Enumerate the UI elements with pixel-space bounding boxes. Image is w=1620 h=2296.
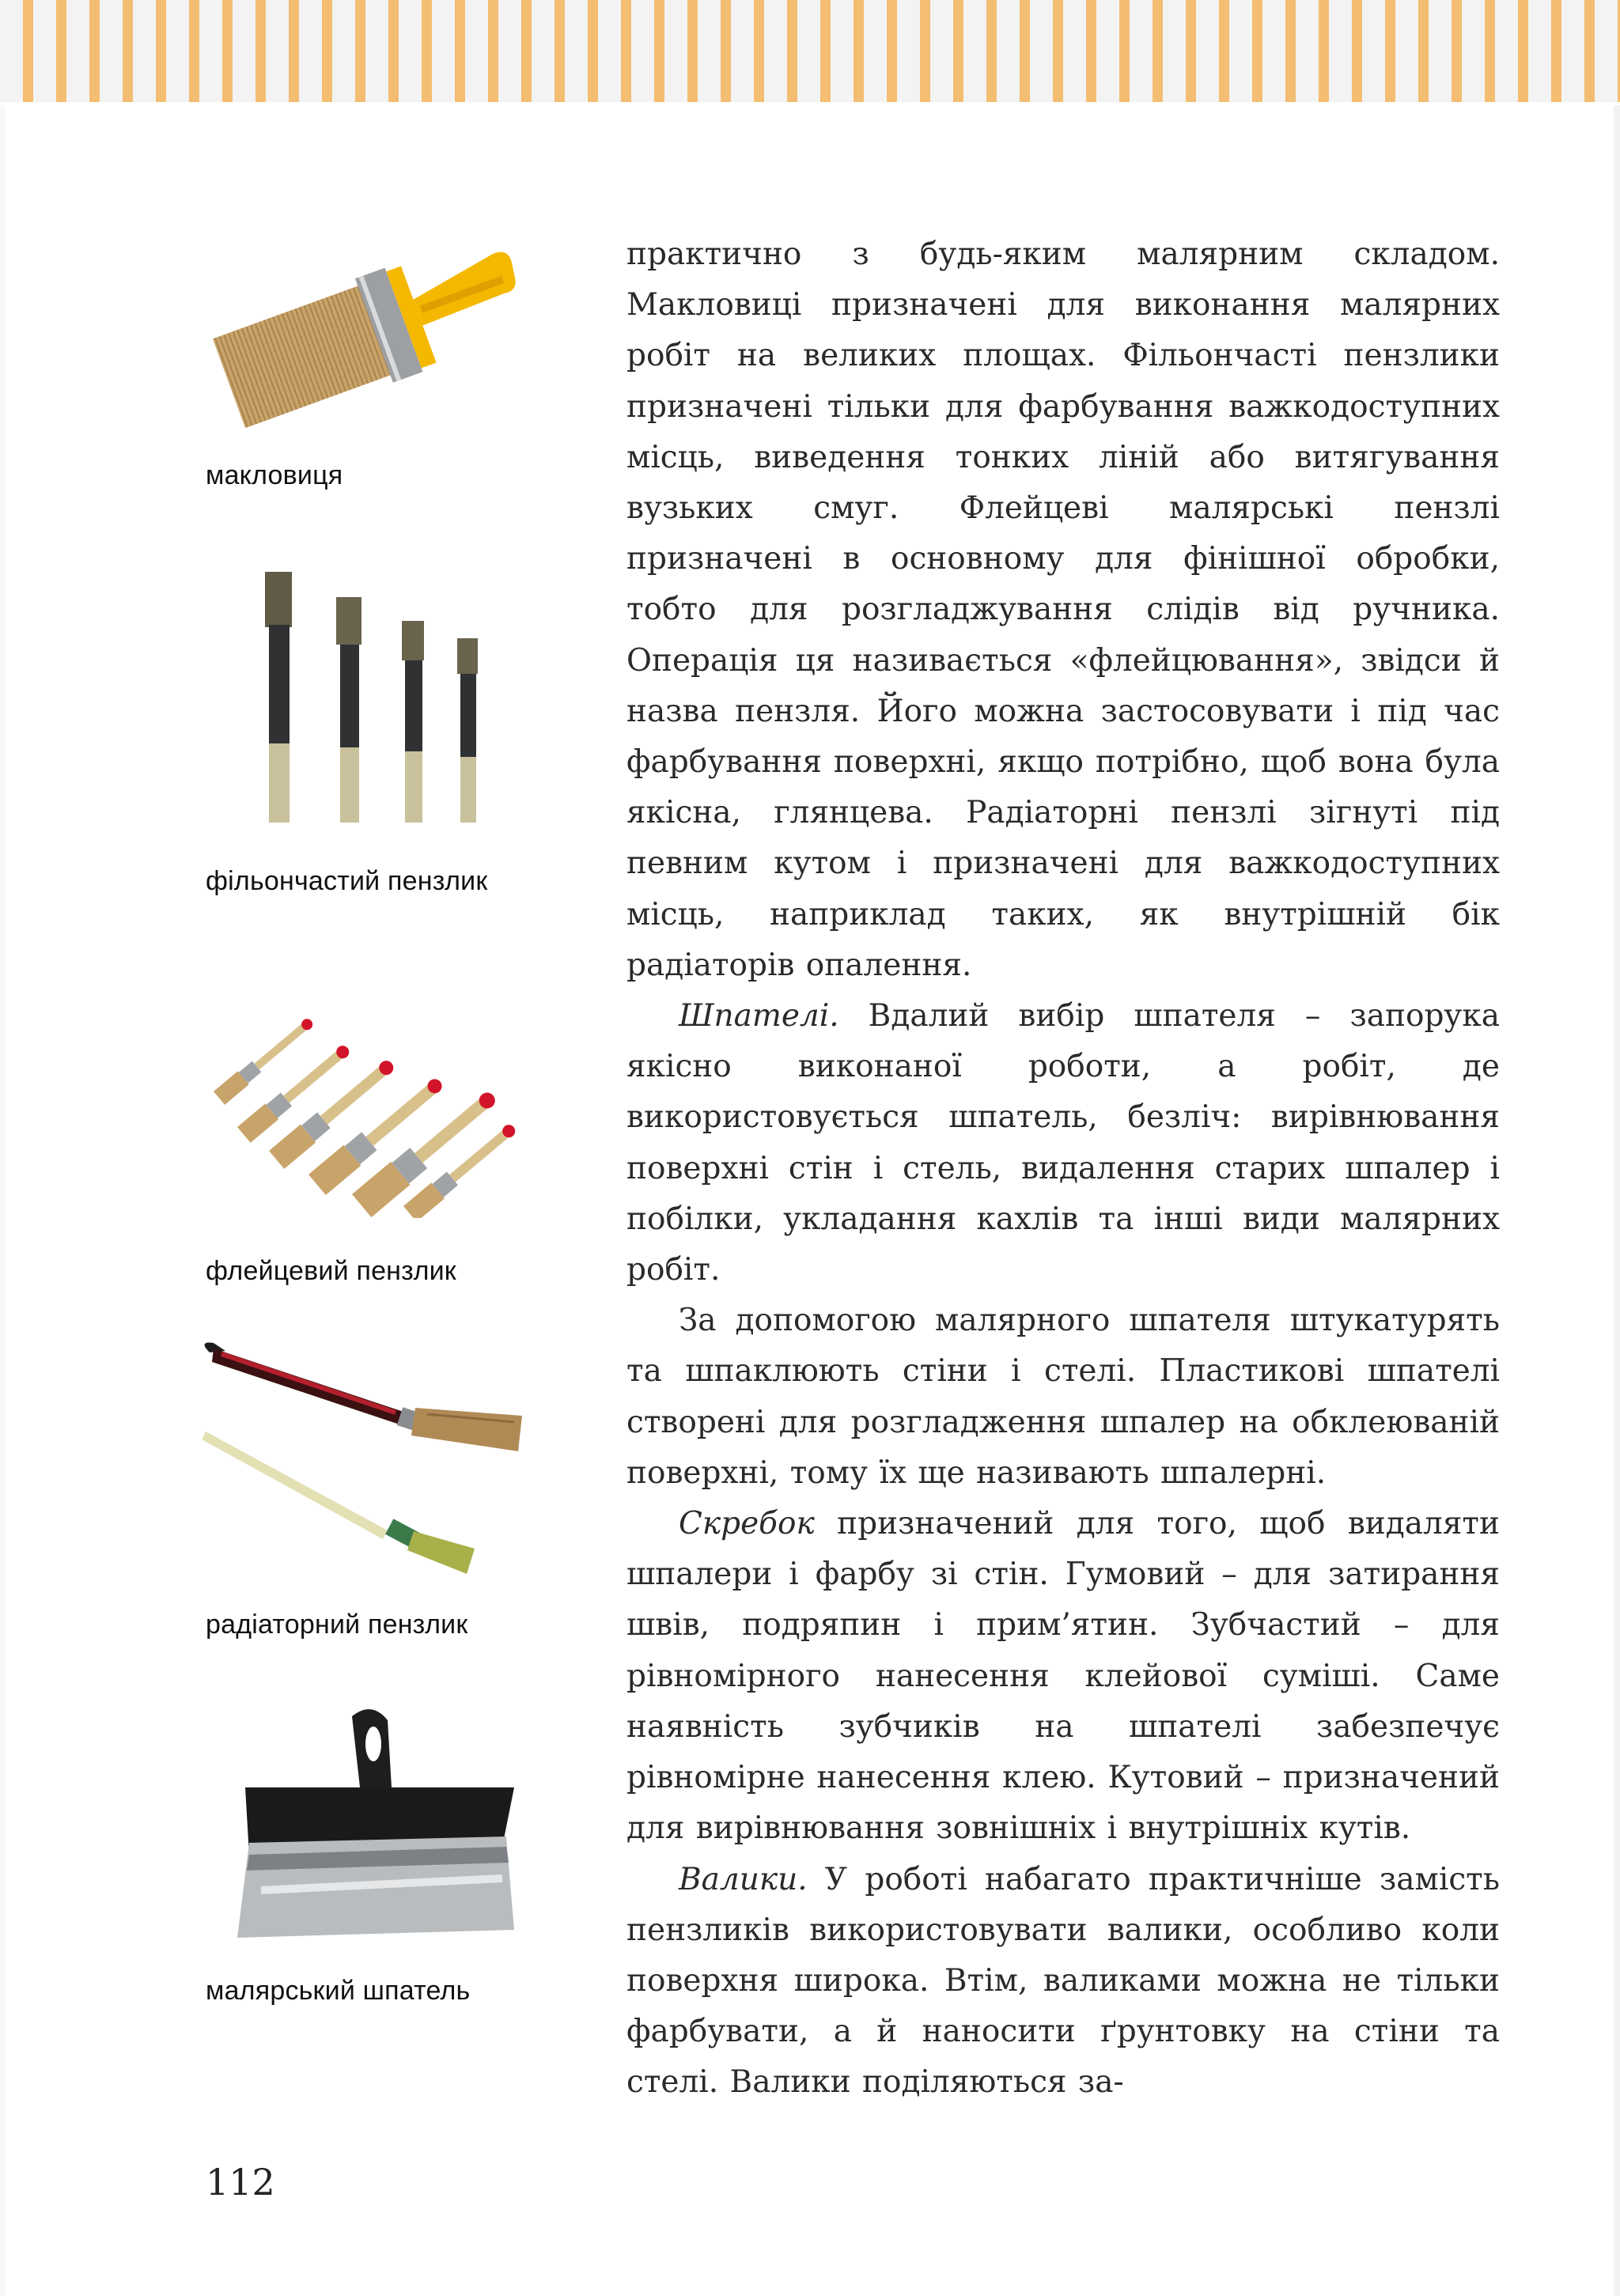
spatula-icon <box>190 1700 562 1946</box>
decorative-stripe-header <box>0 0 1620 105</box>
paragraph-1 <box>626 229 1500 991</box>
radiator-brush-icon <box>190 1337 562 1574</box>
fitch-brushes-icon <box>190 565 562 826</box>
caption-flat-brushes: флейцевий пензлик <box>206 1256 456 1286</box>
paragraph-3-text: За допомогою малярного шпателя штукатурять та шпаклюють стіни і стелі. Пластикові шпателі створені для розгладження шпалер на обклеюваній поверхні, тому їх ще називають шпалерні. <box>626 1303 1500 1491</box>
flat-brushes-set-icon <box>190 949 562 1218</box>
caption-spatula: малярський шпатель <box>206 1976 471 2006</box>
paragraph-4 <box>626 1499 1500 1854</box>
paragraph-2 <box>626 991 1500 1296</box>
spatula-illustration <box>190 1700 562 1946</box>
paragraph-3 <box>626 1296 1500 1499</box>
paragraph-5-text: У роботі набагато практичніше замість пензликів використовувати валики, особливо коли поверхня широка. Втім, валиками можна не тільки фарбувати, а й наносити ґрунтовку на стіни та стелі. Валики поділяються за- <box>626 1861 1500 2101</box>
radiator-brush-illustration <box>190 1337 562 1574</box>
main-text <box>626 229 1500 2109</box>
paragraph-1-text: практично з будь-яким малярним складом. Макловиці призначені для виконання малярних робіт на великих площах. Фільончасті пензлики призначені тільки для фарбування важкодоступних місць, виведення тонких ліній або витягування вузьких смуг. Флейцеві малярські пензлі призначені в основному для фінішної обробки, тобто для розгладжування слідів від ручника. Операція ця називається «флейцювання», звідси й назва пензля. Його можна застосовувати і під час фарбування поверхні, якщо потрібно, щоб вона була якісна, глянцева. Радіаторні пензлі зігнуті під певним кутом і призначені для важкодоступних місць, наприклад таких, як внутрішній бік радіаторів опалення. <box>626 236 1500 983</box>
flat-brushes-set-illustration <box>190 949 562 1218</box>
caption-radiator-brush: радіаторний пензлик <box>206 1609 468 1640</box>
flat-brush-illustration <box>190 221 562 443</box>
term-rollers: Валики. <box>679 1861 808 1897</box>
page-edge-right <box>1614 105 1620 2296</box>
page-edge-left <box>0 105 5 2296</box>
caption-flat-brush: макловиця <box>206 460 343 490</box>
page-number: 112 <box>206 2161 275 2203</box>
term-spatulas: Шпателі. <box>679 998 839 1035</box>
term-scraper: Скребок <box>679 1506 815 1542</box>
caption-fitch-brush: фільончастий пензлик <box>206 866 488 896</box>
paragraph-5 <box>626 1855 1500 2109</box>
fitch-brushes-illustration <box>190 565 562 826</box>
paragraph-2-text: Вдалий вибір шпателя – запорука якісно виконаної роботи, а робіт, де використовується шпатель, безліч: вирівнювання поверхні стін і стель, видалення старих шпалер і побілки, укладання кахлів та інші види малярних робіт. <box>626 998 1500 1288</box>
paragraph-4-text: призначений для того, щоб видаляти шпалери і фарбу зі стін. Гумовий – для затирання швів, подряпин і прим’ятин. Зубчастий – для рівномірного нанесення клейової суміші. Саме наявність зубчиків на шпателі забезпечує рівномірне нанесення клею. Кутовий – призначений для вирівнювання зовнішніх і внутрішніх кутів. <box>626 1506 1500 1847</box>
flat-brush-icon <box>190 221 562 443</box>
